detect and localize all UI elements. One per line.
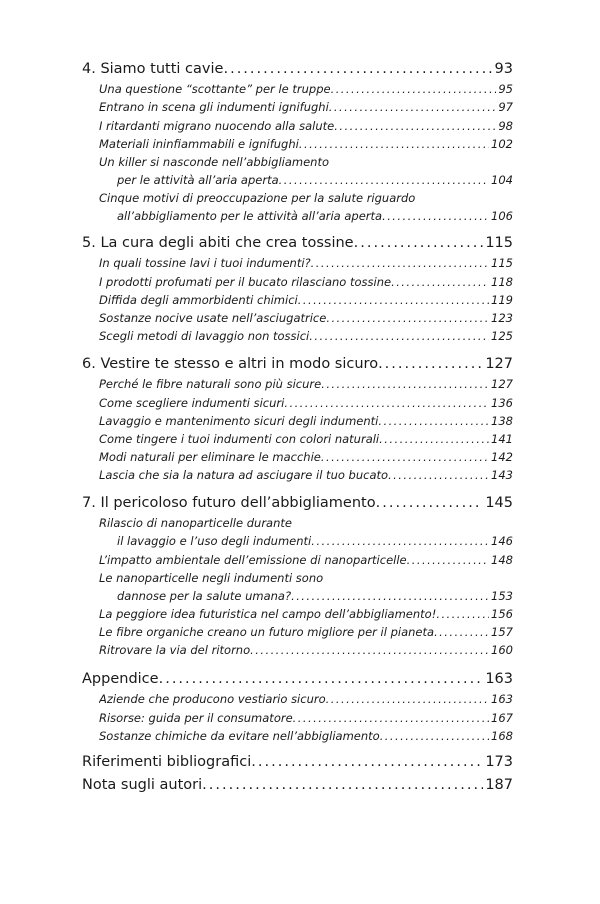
toc-page-number: 138 <box>491 414 513 428</box>
toc-page-number: 163 <box>491 692 513 706</box>
toc-entry <box>99 570 513 587</box>
dot-leader <box>380 728 489 745</box>
toc-entry <box>99 515 513 532</box>
dot-leader <box>376 493 484 513</box>
toc-page-number: 98 <box>498 119 513 133</box>
toc-entry <box>99 728 513 745</box>
dot-leader <box>251 752 483 772</box>
dot-leader <box>382 208 489 225</box>
toc-entry <box>99 467 513 484</box>
toc-entry-title: Riferimenti bibliografici <box>82 754 252 770</box>
toc-page-number: 153 <box>491 589 513 603</box>
toc-entry-title: per le attività all’aria aperta <box>117 173 279 187</box>
toc-page-number: 136 <box>491 396 513 410</box>
toc-page-number: 118 <box>491 275 513 289</box>
toc-entry <box>99 449 513 466</box>
toc-entry <box>99 710 513 727</box>
toc-entry-title: 4. Siamo tutti cavie <box>82 61 224 77</box>
dot-leader <box>321 376 489 393</box>
toc-entry-title: 7. Il pericoloso futuro dell’abbigliamento <box>82 495 376 511</box>
toc-entry <box>99 395 513 412</box>
toc-entry-title: Modi naturali per eliminare le macchie <box>99 450 321 464</box>
dot-leader <box>279 172 489 189</box>
toc-entry <box>99 274 513 291</box>
toc-entry-title: Appendice <box>82 671 159 687</box>
toc-page-number: 141 <box>491 432 513 446</box>
toc-page-number: 127 <box>485 356 513 372</box>
toc-page-number: 97 <box>498 100 513 114</box>
toc-entry <box>99 328 513 345</box>
toc-page-number: 146 <box>491 534 513 548</box>
toc-entry <box>99 118 513 135</box>
toc-entry-title: Come scegliere indumenti sicuri <box>99 396 285 410</box>
toc-entry <box>99 552 513 569</box>
toc-entry-title: Cinque motivi di preoccupazione per la salute riguardo <box>99 191 416 205</box>
dot-leader <box>391 274 489 291</box>
toc-entry <box>99 642 513 659</box>
toc-chapter <box>82 493 513 513</box>
toc-chapter <box>82 233 513 253</box>
toc-entry-title: Lascia che sia la natura ad asciugare il tuo bucato <box>99 468 389 482</box>
toc-entry <box>99 376 513 393</box>
dot-leader <box>309 328 489 345</box>
dot-leader <box>293 710 489 727</box>
toc-page-number: 123 <box>491 311 513 325</box>
toc-entry <box>117 172 513 189</box>
toc-entry-title: Come tingere i tuoi indumenti con colori naturali <box>99 432 380 446</box>
dot-leader <box>321 449 489 466</box>
dot-leader <box>299 136 489 153</box>
toc-entry <box>99 310 513 327</box>
dot-leader <box>378 354 483 374</box>
toc-entry-title: Ritrovare la via del ritorno <box>99 643 251 657</box>
toc-entry-title: L’impatto ambientale dell’emissione di nanoparticelle <box>99 553 407 567</box>
toc-page-number: 106 <box>491 209 513 223</box>
toc-entry-title: Lavaggio e mantenimento sicuri degli indumenti <box>99 414 379 428</box>
toc-entry <box>99 190 513 207</box>
toc-page-number: 127 <box>491 377 513 391</box>
toc-chapter <box>82 59 513 79</box>
dot-leader <box>331 81 497 98</box>
dot-leader <box>159 669 484 689</box>
toc-page-number: 148 <box>491 553 513 567</box>
dot-leader <box>436 606 489 623</box>
dot-leader <box>378 413 489 430</box>
toc-page-number: 157 <box>491 625 513 639</box>
dot-leader <box>326 310 489 327</box>
toc-page-number: 168 <box>491 729 513 743</box>
toc-entry-title: Materiali ininfiammabili e ignifughi <box>99 137 299 151</box>
toc-chapter <box>82 752 513 772</box>
toc-page-number: 102 <box>491 137 513 151</box>
toc-entry <box>99 413 513 430</box>
toc-page-number: 119 <box>491 293 513 307</box>
toc-entry <box>99 81 513 98</box>
toc-page-number: 104 <box>491 173 513 187</box>
toc-entry-title: Sostanze nocive usate nell’asciugatrice <box>99 311 327 325</box>
toc-page-number: 142 <box>491 450 513 464</box>
toc-entry <box>99 691 513 708</box>
dot-leader <box>250 642 489 659</box>
toc-entry-title: Una questione “scottante” per le truppe <box>99 82 331 96</box>
toc-page-number: 163 <box>485 671 513 687</box>
dot-leader <box>329 99 497 116</box>
dot-leader <box>388 467 489 484</box>
toc-chapter <box>82 775 513 795</box>
toc-entry-title: I prodotti profumati per il bucato rilasciano tossine <box>99 275 392 289</box>
toc-page-number: 156 <box>491 607 513 621</box>
dot-leader <box>311 255 489 272</box>
toc-entry <box>99 606 513 623</box>
dot-leader <box>284 395 489 412</box>
dot-leader <box>202 775 483 795</box>
toc-entry-title: I ritardanti migrano nuocendo alla salute <box>99 119 335 133</box>
toc-entry-title: 6. Vestire te stesso e altri in modo sicuro <box>82 356 379 372</box>
toc-page-number: 160 <box>491 643 513 657</box>
toc-chapter <box>82 669 513 689</box>
toc-page-number: 115 <box>485 235 513 251</box>
toc-entry <box>99 624 513 641</box>
toc-entry-title: Perché le fibre naturali sono più sicure <box>99 377 322 391</box>
toc-entry <box>99 292 513 309</box>
toc-entry-title: La peggiore idea futuristica nel campo dell’abbigliamento! <box>99 607 437 621</box>
toc-entry-title: Un killer si nasconde nell’abbigliamento <box>99 155 330 169</box>
toc-entry <box>99 136 513 153</box>
toc-entry <box>99 154 513 171</box>
toc-entry-title: Scegli metodi di lavaggio non tossici <box>99 329 310 343</box>
toc-page-number: 143 <box>491 468 513 482</box>
dot-leader <box>434 624 489 641</box>
dot-leader <box>354 233 484 253</box>
dot-leader <box>379 431 489 448</box>
toc-entry <box>117 533 513 550</box>
toc-entry <box>99 431 513 448</box>
dot-leader <box>334 118 496 135</box>
toc-entry-title: Le nanoparticelle negli indumenti sono <box>99 571 324 585</box>
toc-page-number: 115 <box>491 256 513 270</box>
toc-page-number: 187 <box>485 777 513 793</box>
dot-leader <box>326 691 489 708</box>
dot-leader <box>291 588 489 605</box>
dot-leader <box>298 292 489 309</box>
toc-page-number: 167 <box>491 711 513 725</box>
toc-entry-title: Diffida degli ammorbidenti chimici <box>99 293 298 307</box>
toc-entry-title: Entrano in scena gli indumenti ignifughi <box>99 100 329 114</box>
dot-leader <box>223 59 492 79</box>
toc-entry-title: Le fibre organiche creano un futuro migliore per il pianeta <box>99 625 435 639</box>
toc-entry-title: Risorse: guida per il consumatore <box>99 711 293 725</box>
toc-page-number: 93 <box>494 61 513 77</box>
toc-entry <box>117 588 513 605</box>
toc-entry-title: Nota sugli autori <box>82 777 203 793</box>
toc-page-number: 125 <box>491 329 513 343</box>
dot-leader <box>311 533 489 550</box>
toc-page-number: 145 <box>485 495 513 511</box>
toc-entry <box>117 208 513 225</box>
toc-entry-title: dannose per la salute umana? <box>117 589 292 603</box>
toc-entry-title: Sostanze chimiche da evitare nell’abbigliamento <box>99 729 380 743</box>
toc-entry-title: In quali tossine lavi i tuoi indumenti? <box>99 256 311 270</box>
toc-entry-title: all’abbigliamento per le attività all’aria aperta <box>117 209 383 223</box>
toc-page-number: 95 <box>498 82 513 96</box>
toc-entry <box>99 255 513 272</box>
toc-entry-title: il lavaggio e l’uso degli indumenti <box>117 534 312 548</box>
toc-entry-title: Aziende che producono vestiario sicuro <box>99 692 326 706</box>
toc-entry <box>99 99 513 116</box>
toc-page-number: 173 <box>485 754 513 770</box>
toc-entry-title: Rilascio di nanoparticelle durante <box>99 516 292 530</box>
toc-entry-title: 5. La cura degli abiti che crea tossine <box>82 235 354 251</box>
dot-leader <box>407 552 489 569</box>
toc-chapter <box>82 354 513 374</box>
